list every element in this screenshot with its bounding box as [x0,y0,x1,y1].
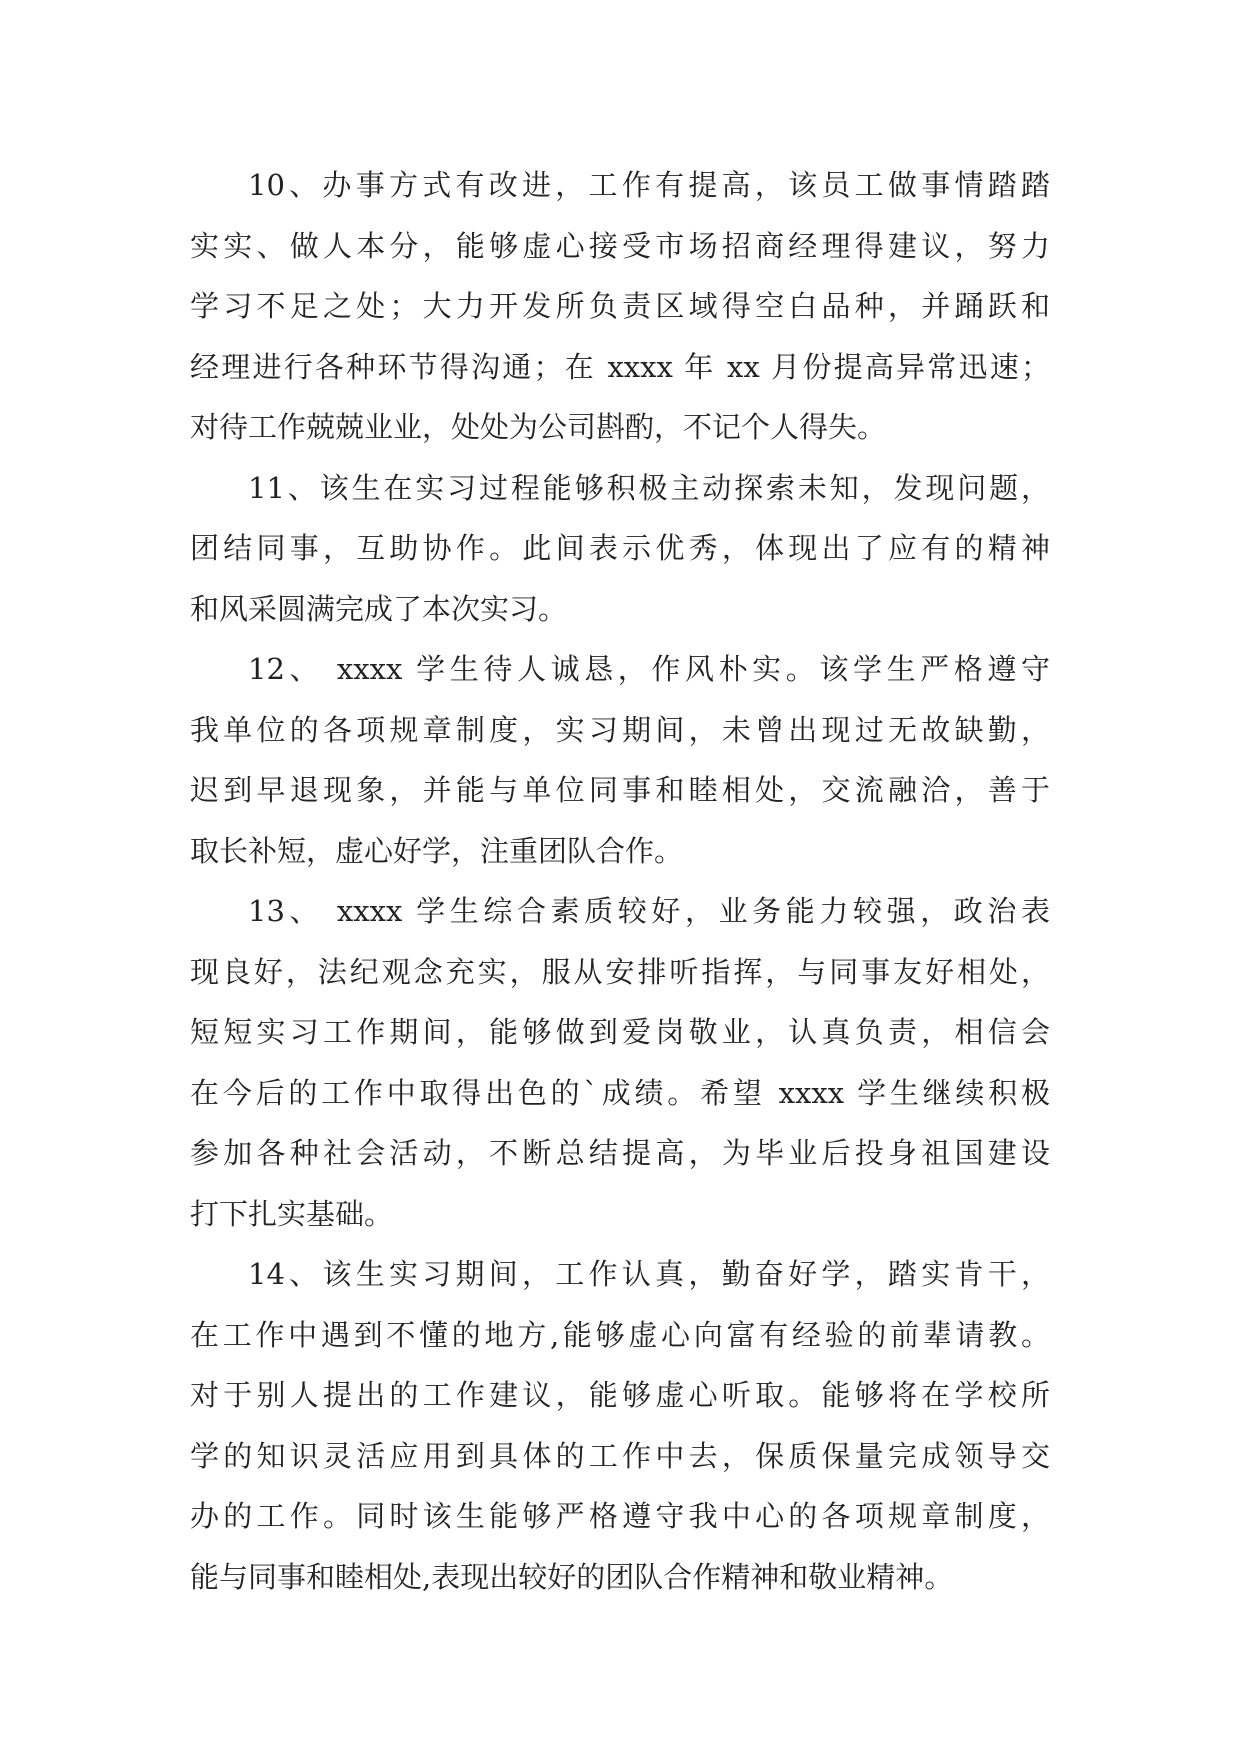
text-line: 在今后的工作中取得出色的`成绩。希望 xxxx 学生继续积极 [190,1075,1050,1110]
text-line: 在工作中遇到不懂的地方,能够虚心向富有经验的前辈请教。 [190,1317,1050,1352]
document-body [190,155,1050,1607]
paragraph-13 [190,881,1050,1244]
text-line: 13、 xxxx 学生综合素质较好，业务能力较强，政治表 [248,894,1050,928]
text-line: 14、该生实习期间，工作认真，勤奋好学，踏实肯干， [248,1257,1050,1291]
text-line: 短短实习工作期间，能够做到爱岗敬业，认真负责，相信会 [190,1015,1050,1049]
text-line: 团结同事，互助协作。此间表示优秀，体现出了应有的精神 [190,531,1050,565]
text-line: 能与同事和睦相处,表现出较好的团队合作精神和敬业精神。 [190,1559,954,1594]
text-line: 和风采圆满完成了本次实习。 [190,591,568,626]
text-line: 现良好，法纪观念充实，服从安排听指挥，与同事友好相处， [190,954,1050,989]
text-line: 对于别人提出的工作建议，能够虚心听取。能够将在学校所 [190,1378,1050,1412]
text-line: 12、 xxxx 学生待人诚恳，作风朴实。该学生严格遵守 [248,652,1050,686]
text-line: 我单位的各项规章制度，实习期间，未曾出现过无故缺勤， [190,712,1050,747]
text-line: 学习不足之处；大力开发所负责区域得空白品种，并踊跃和 [190,289,1050,323]
text-line: 11、该生在实习过程能够积极主动探索未知，发现问题， [248,470,1050,505]
text-line: 办的工作。同时该生能够严格遵守我中心的各项规章制度， [190,1499,1050,1533]
paragraph-10 [190,155,1050,458]
text-line: 对待工作兢兢业业，处处为公司斟酌，不记个人得失。 [190,410,887,444]
text-line: 10、办事方式有改进，工作有提高，该员工做事情踏踏 [248,168,1050,202]
text-line: 打下扎实基础。 [190,1196,394,1231]
paragraph-14 [190,1244,1050,1607]
paragraph-11 [190,458,1050,640]
text-line: 迟到早退现象，并能与单位同事和睦相处，交流融洽，善于 [190,773,1050,807]
text-line: 经理进行各种环节得沟通；在 xxxx 年 xx 月份提高异常迅速； [190,349,1050,384]
text-line: 参加各种社会活动，不断总结提高，为毕业后投身祖国建设 [190,1136,1050,1170]
text-line: 实实、做人本分，能够虚心接受市场招商经理得建议，努力 [190,228,1050,263]
text-line: 学的知识灵活应用到具体的工作中去，保质保量完成领导交 [190,1438,1050,1473]
paragraph-12 [190,639,1050,881]
text-line: 取长补短，虚心好学，注重团队合作。 [190,833,684,868]
